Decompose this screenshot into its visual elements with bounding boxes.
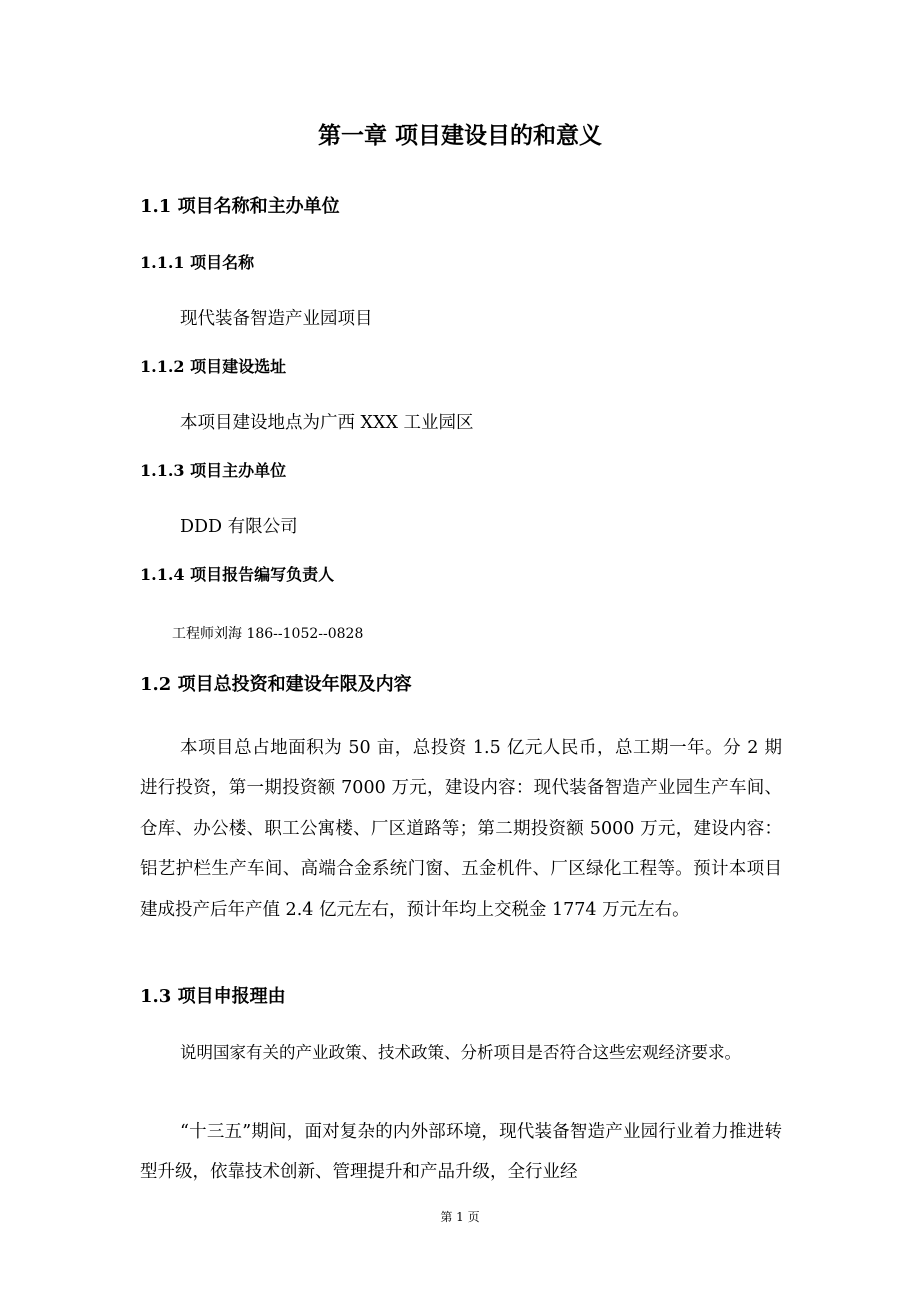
- development-paragraph: “十三五”期间，面对复杂的内外部环境，现代装备智造产业园行业着力推进转型升级，依靠技术创新、管理提升和产品升级，全行业经: [140, 1122, 782, 1183]
- project-sponsor-text: DDD 有限公司: [180, 517, 298, 537]
- section-heading-1-1-3: 1.1.3 项目主办单位: [140, 461, 287, 480]
- project-location-text: 本项目建设地点为广西 XXX 工业园区: [180, 413, 474, 433]
- report-author-text: 工程师刘海 186--1052--0828: [172, 626, 364, 642]
- section-heading-1-2: 1.2 项目总投资和建设年限及内容: [140, 674, 412, 695]
- section-heading-1-1-4: 1.1.4 项目报告编写负责人: [140, 565, 335, 584]
- section-heading-1-1: 1.1 项目名称和主办单位: [140, 196, 340, 217]
- project-name-text: 现代装备智造产业园项目: [180, 309, 373, 329]
- chapter-title: 第一章 项目建设目的和意义: [317, 122, 602, 149]
- investment-paragraph: 本项目总占地面积为 50 亩，总投资 1.5 亿元人民币，总工期一年。分 2 期进行投资，第一期投资额 7000 万元，建设内容：现代装备智造产业园生产车间、仓库、办公楼、职工公寓楼、厂区道路等；第二期投资额 5000 万元，建设内容：铝艺护栏生产车间、高端合金系统门窗、五金机件、厂区绿化工程等。预计本项目建成投产后年产值 2.4 亿元左右，预计年均上交税金 1774 万元左右。: [140, 738, 782, 920]
- policy-paragraph: 说明国家有关的产业政策、技术政策、分析项目是否符合这些宏观经济要求。: [180, 1043, 741, 1062]
- page-number: 第 1 页: [440, 1210, 480, 1224]
- section-heading-1-1-1: 1.1.1 项目名称: [140, 253, 255, 272]
- section-heading-1-3: 1.3 项目申报理由: [140, 986, 286, 1007]
- section-heading-1-1-2: 1.1.2 项目建设选址: [140, 357, 287, 376]
